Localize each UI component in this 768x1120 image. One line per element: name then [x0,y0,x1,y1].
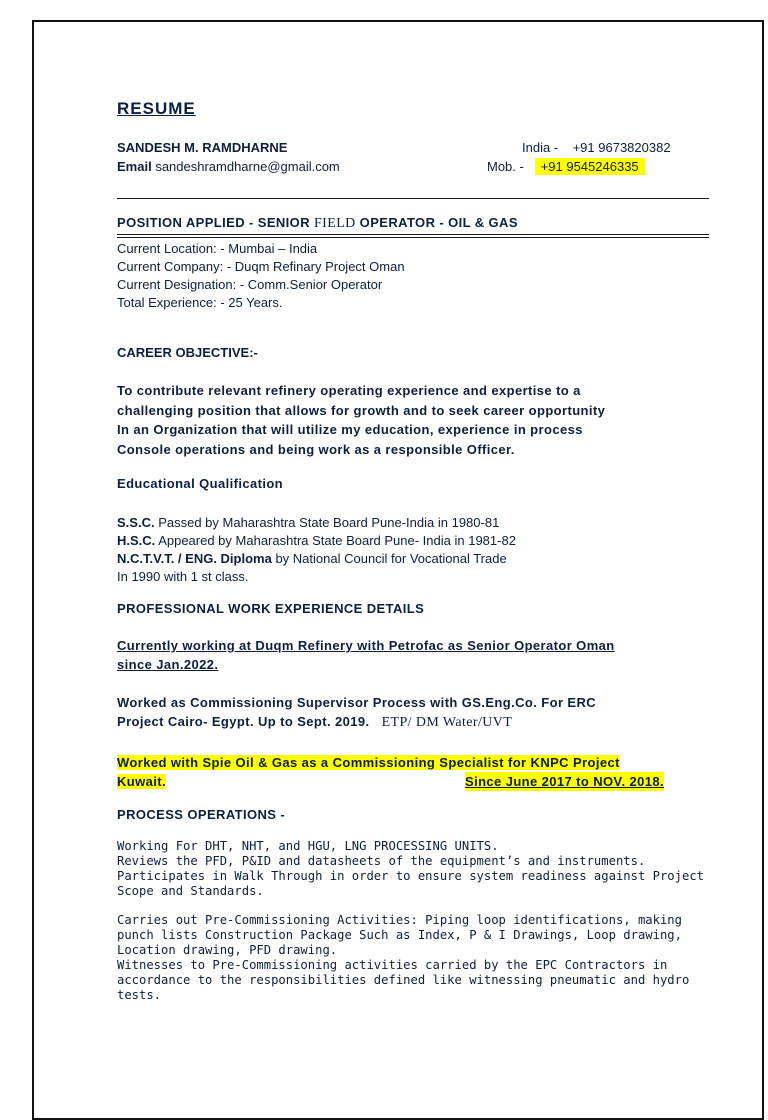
resume-title: RESUME [117,99,196,118]
process-line: tests. [117,988,162,1002]
position-divider-1 [117,234,709,235]
current-job-line: Currently working at Duqm Refinery with Petrofac as Senior Operator Oman [117,638,615,653]
career-objective-text [117,381,605,459]
india-phone-line [522,140,671,155]
process-line: punch lists Construction Package Such as Index, P & I Drawings, Loop drawing, [117,928,682,942]
current-job-line: since Jan.2022. [117,657,219,672]
kuwait-job-location: Kuwait. [117,774,167,789]
hsc-line [117,532,516,550]
process-line: Participates in Walk Through in order to ensure system readiness against Project [117,869,704,883]
ssc-line [117,514,516,532]
current-job [117,636,615,674]
position-prefix: POSITION APPLIED - SENIOR [117,215,314,230]
current-location: Current Location: - Mumbai – India [117,241,318,256]
ncvt-label: N.C.T.V.T. / ENG. Diploma [117,551,272,566]
education-heading: Educational Qualification [117,476,284,491]
position-suffix: OPERATOR - OIL & GAS [355,215,518,230]
objective-line: In an Organization that will utilize my education, experience in process [117,422,583,437]
career-objective-heading: CAREER OBJECTIVE:- [117,345,258,360]
india-label: India - [522,140,559,155]
current-company: Current Company: - Duqm Refinary Project Oman [117,259,405,274]
ssc-text: Passed by Maharashtra State Board Pune-India in 1980-81 [154,515,500,530]
total-experience: Total Experience: - 25 Years. [117,295,283,310]
candidate-name: SANDESH M. RAMDHARNE [117,140,288,155]
ncvt-line-2: In 1990 with 1 st class. [117,569,249,584]
kuwait-job [117,753,709,791]
hsc-text: Appeared by Maharashtra State Board Pune- India in 1981-82 [155,533,516,548]
india-phone: +91 9673820382 [572,140,671,155]
email-line [117,159,340,174]
kuwait-job-dates: Since June 2017 to NOV. 2018. [465,774,664,789]
ssc-label: S.S.C. [117,515,155,530]
mobile-phone: +91 9545246335 [535,158,645,175]
cairo-job [117,693,596,732]
mobile-phone-line [487,159,645,174]
ncvt-text: by National Council for Vocational Trade [271,551,507,566]
cairo-job-line: Project Cairo- Egypt. Up to Sept. 2019. [117,714,370,729]
position-field: FIELD [314,216,356,231]
process-line: Working For DHT, NHT, and HGU, LNG PROCESSING UNITS. [117,839,499,853]
process-line: Location drawing, PFD drawing. [117,943,338,957]
cairo-job-line: Worked as Commissioning Supervisor Process with GS.Eng.Co. For ERC [117,695,597,710]
email-address[interactable]: sandeshramdharne@gmail.com [155,159,340,174]
process-block-2 [117,913,689,1003]
hsc-label: H.S.C. [117,533,156,548]
process-line: Reviews the PFD, P&ID and datasheets of the equipment’s and instruments. [117,854,646,868]
education-block [117,514,516,586]
header-divider [117,198,709,199]
process-line: Witnesses to Pre-Commissioning activities carried by the EPC Contractors in [117,958,668,972]
objective-line: challenging position that allows for growth and to seek career opportunity [117,402,606,418]
kuwait-job-line: Worked with Spie Oil & Gas as a Commissioning Specialist for KNPC Project [117,755,620,770]
ncvt-line [117,550,516,568]
position-divider-2 [117,237,709,238]
process-line: Scope and Standards. [117,884,264,898]
mob-label: Mob. - [487,159,524,174]
process-line: accordance to the responsibilities defined like witnessing pneumatic and hydro [117,973,690,987]
objective-line: To contribute relevant refinery operating experience and expertise to a [117,383,581,398]
process-operations-heading: PROCESS OPERATIONS - [117,807,286,822]
summary-block [117,240,405,312]
cairo-job-scope: ETP/ DM Water/UVT [381,715,513,730]
process-block-1 [117,839,704,899]
experience-heading: PROFESSIONAL WORK EXPERIENCE DETAILS [117,601,425,616]
position-applied [117,215,518,232]
objective-line: Console operations and being work as a responsible Officer. [117,441,515,457]
email-label: Email [117,159,152,174]
process-line: Carries out Pre-Commissioning Activities: Piping loop identifications, making [117,913,682,927]
current-designation: Current Designation: - Comm.Senior Operator [117,277,383,292]
